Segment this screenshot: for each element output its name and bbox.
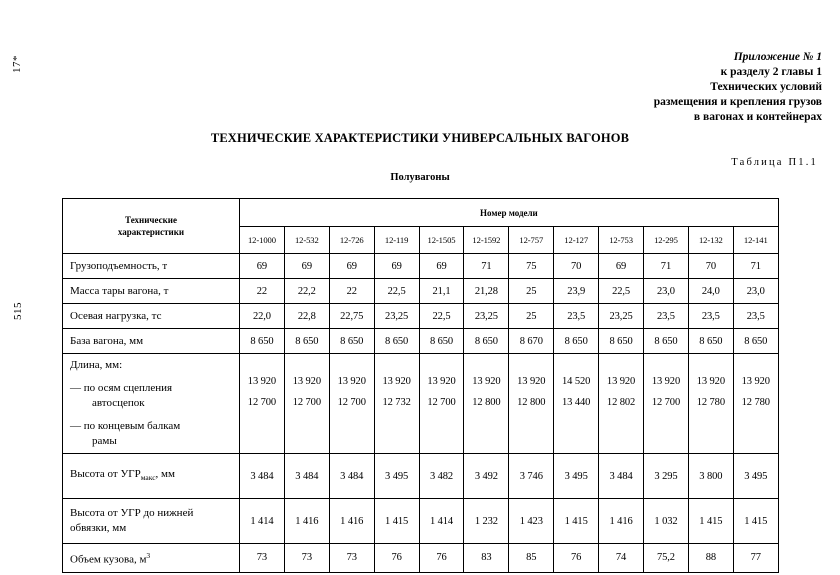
cell-value-beams: 12 780 [741, 397, 770, 408]
table-number-label: Таблица П1.1 [731, 157, 818, 168]
cell-value: 69 [599, 254, 644, 279]
cell-value: 1 415 [554, 499, 599, 544]
cell-value: 74 [599, 544, 644, 573]
reference-line-conditions: Технических условий [710, 81, 822, 93]
reference-line-section: к разделу 2 главы 1 [720, 66, 822, 78]
cell-value: 22,75 [329, 304, 374, 329]
cell-value-length [464, 354, 509, 454]
cell-value: 1 032 [644, 499, 689, 544]
cell-value: 23,5 [688, 304, 733, 329]
cell-value: 69 [284, 254, 329, 279]
cell-value: 69 [240, 254, 285, 279]
table-header-row-group [63, 199, 779, 227]
cell-value: 3 495 [733, 454, 778, 499]
length-heading: Длина, мм: [70, 359, 123, 371]
cell-value-length [733, 354, 778, 454]
cell-value: 88 [688, 544, 733, 573]
cell-value: 75 [509, 254, 554, 279]
cell-value: 22,5 [419, 304, 464, 329]
table-body [63, 254, 779, 573]
cell-value: 1 416 [329, 499, 374, 544]
cell-value: 3 484 [329, 454, 374, 499]
cell-value: 8 650 [554, 329, 599, 354]
cell-value: 69 [329, 254, 374, 279]
cell-value: 1 423 [509, 499, 554, 544]
header-model-4: 12-1505 [419, 227, 464, 254]
row-label: Осевая нагрузка, тс [63, 304, 240, 329]
cell-value: 23,5 [554, 304, 599, 329]
table-row [63, 499, 779, 544]
volume-label-pre: Объем кузова, м [70, 553, 147, 566]
cell-value: 8 650 [644, 329, 689, 354]
height-max-label-pre: Высота от УГР [70, 467, 141, 480]
header-model-11: 12-141 [733, 227, 778, 254]
cell-value-beams: 12 800 [517, 397, 546, 408]
cell-value: 3 495 [554, 454, 599, 499]
cell-value-length [374, 354, 419, 454]
row-label: Масса тары вагона, т [63, 279, 240, 304]
table-row [63, 454, 779, 499]
cell-value-axes: 13 920 [517, 376, 546, 387]
cell-value: 23,25 [464, 304, 509, 329]
cell-value: 21,28 [464, 279, 509, 304]
cell-value: 1 416 [284, 499, 329, 544]
cell-value: 21,1 [419, 279, 464, 304]
cell-value: 8 650 [464, 329, 509, 354]
cell-value: 71 [644, 254, 689, 279]
length-item-axes [70, 381, 236, 411]
height-max-label-sub: макс [140, 473, 156, 483]
appendix-reference-block [492, 50, 822, 125]
spec-table-container [62, 198, 778, 573]
cell-value: 8 650 [284, 329, 329, 354]
cell-value: 3 800 [688, 454, 733, 499]
cell-value: 77 [733, 544, 778, 573]
cell-value: 1 414 [419, 499, 464, 544]
header-model-0: 12-1000 [240, 227, 285, 254]
wagon-spec-table [62, 198, 779, 573]
cell-value: 3 484 [240, 454, 285, 499]
cell-value-length [419, 354, 464, 454]
cell-value: 73 [240, 544, 285, 573]
reference-line-wagons: в вагонах и контейнерах [693, 111, 822, 123]
cell-value-axes: 13 920 [337, 376, 366, 387]
cell-value: 71 [733, 254, 778, 279]
cell-value: 3 482 [419, 454, 464, 499]
cell-value: 75,2 [644, 544, 689, 573]
height-max-label-post: , мм [155, 467, 175, 480]
header-model-2: 12-726 [329, 227, 374, 254]
header-parameters [63, 199, 240, 254]
table-subtitle: Полувагоны [390, 172, 450, 183]
cell-value: 8 670 [509, 329, 554, 354]
length-item-beams-line1: — по концевым балкам [70, 420, 181, 432]
cell-value: 23,5 [733, 304, 778, 329]
cell-value: 22,5 [599, 279, 644, 304]
cell-value: 22,8 [284, 304, 329, 329]
cell-value: 1 415 [374, 499, 419, 544]
cell-value-beams: 12 700 [427, 397, 456, 408]
cell-value: 1 415 [688, 499, 733, 544]
height-lower-label-line2: обвязки, мм [70, 522, 127, 534]
cell-value: 3 495 [374, 454, 419, 499]
cell-value: 23,0 [644, 279, 689, 304]
cell-value: 1 415 [733, 499, 778, 544]
cell-value-length [644, 354, 689, 454]
header-parameters-line1: Технические [125, 215, 177, 225]
cell-value: 22 [329, 279, 374, 304]
cell-value: 23,25 [374, 304, 419, 329]
cell-value-axes: 13 920 [292, 376, 321, 387]
cell-value: 69 [374, 254, 419, 279]
cell-value-axes: 13 920 [741, 376, 770, 387]
cell-value: 73 [329, 544, 374, 573]
cell-value-length [554, 354, 599, 454]
cell-value: 71 [464, 254, 509, 279]
table-row [63, 279, 779, 304]
cell-value-axes: 13 920 [247, 376, 277, 387]
length-item-beams-line2: рамы [92, 435, 117, 447]
cell-value: 1 416 [599, 499, 644, 544]
cell-value-beams: 12 802 [606, 397, 636, 408]
header-model-6: 12-757 [509, 227, 554, 254]
table-row-length [63, 354, 779, 454]
table-row [63, 254, 779, 279]
cell-value-length [284, 354, 329, 454]
cell-value-length [688, 354, 733, 454]
header-model-3: 12-119 [374, 227, 419, 254]
page-title: ТЕХНИЧЕСКИЕ ХАРАКТЕРИСТИКИ УНИВЕРСАЛЬНЫХ ВАГОНОВ [210, 131, 630, 145]
cell-value: 22 [240, 279, 285, 304]
cell-value-beams: 12 732 [382, 397, 411, 408]
cell-value: 73 [284, 544, 329, 573]
row-label-height-lower [63, 499, 240, 544]
cell-value: 70 [688, 254, 733, 279]
cell-value-beams: 12 700 [337, 397, 366, 408]
cell-value: 3 484 [284, 454, 329, 499]
cell-value-axes: 13 920 [651, 376, 681, 387]
cell-value: 22,0 [240, 304, 285, 329]
cell-value-axes: 13 920 [696, 376, 725, 387]
cell-value-beams: 12 700 [247, 397, 277, 408]
cell-value-beams: 12 700 [292, 397, 321, 408]
cell-value-axes: 13 920 [472, 376, 501, 387]
cell-value: 3 746 [509, 454, 554, 499]
header-model-1: 12-532 [284, 227, 329, 254]
row-label-height-max [63, 454, 240, 499]
cell-value: 3 295 [644, 454, 689, 499]
cell-value: 8 650 [329, 329, 374, 354]
row-label: База вагона, мм [63, 329, 240, 354]
cell-value-length [509, 354, 554, 454]
cell-value: 8 650 [688, 329, 733, 354]
cell-value: 8 650 [733, 329, 778, 354]
row-label-length [63, 354, 240, 454]
cell-value-beams: 12 700 [651, 397, 681, 408]
volume-label-sup: 3 [146, 551, 151, 560]
cell-value: 76 [374, 544, 419, 573]
cell-value-length [599, 354, 644, 454]
height-lower-label-line1: Высота от УГР до нижней [70, 507, 194, 519]
table-row [63, 304, 779, 329]
cell-value: 22,5 [374, 279, 419, 304]
margin-marker-page-number: 515 [12, 302, 24, 320]
cell-value: 69 [419, 254, 464, 279]
length-item-axes-line2: автосцепок [92, 397, 145, 409]
cell-value: 85 [509, 544, 554, 573]
cell-value-length [240, 354, 285, 454]
cell-value-beams: 13 440 [562, 397, 591, 408]
cell-value-axes: 14 520 [562, 376, 591, 387]
cell-value: 8 650 [374, 329, 419, 354]
cell-value: 70 [554, 254, 599, 279]
header-parameters-line2: характеристики [117, 227, 185, 237]
cell-value: 8 650 [240, 329, 285, 354]
cell-value-beams: 12 780 [696, 397, 725, 408]
header-model-8: 12-753 [599, 227, 644, 254]
cell-value: 23,0 [733, 279, 778, 304]
cell-value: 25 [509, 304, 554, 329]
header-model-9: 12-295 [644, 227, 689, 254]
length-item-beams [70, 419, 236, 449]
cell-value: 1 414 [240, 499, 285, 544]
header-model-7: 12-127 [554, 227, 599, 254]
table-row [63, 544, 779, 573]
row-label: Грузоподъемность, т [63, 254, 240, 279]
cell-value-beams: 12 800 [472, 397, 501, 408]
cell-value: 24,0 [688, 279, 733, 304]
table-row [63, 329, 779, 354]
table-header [63, 199, 779, 254]
reference-line-appendix: Приложение № 1 [733, 51, 822, 63]
cell-value: 83 [464, 544, 509, 573]
cell-value: 1 232 [464, 499, 509, 544]
cell-value-axes: 13 920 [427, 376, 456, 387]
cell-value: 22,2 [284, 279, 329, 304]
length-item-axes-line1: — по осям сцепления [70, 382, 173, 394]
cell-value-length [329, 354, 374, 454]
cell-value: 76 [419, 544, 464, 573]
cell-value: 23,9 [554, 279, 599, 304]
reference-line-placement: размещения и крепления грузов [653, 96, 822, 108]
margin-marker-top: 17* [11, 55, 23, 73]
cell-value: 3 492 [464, 454, 509, 499]
row-label-volume [63, 544, 240, 573]
header-model-10: 12-132 [688, 227, 733, 254]
cell-value: 23,25 [599, 304, 644, 329]
cell-value: 23,5 [644, 304, 689, 329]
header-model-group: Номер модели [240, 199, 779, 227]
cell-value: 76 [554, 544, 599, 573]
cell-value-axes: 13 920 [606, 376, 636, 387]
cell-value: 8 650 [599, 329, 644, 354]
cell-value: 3 484 [599, 454, 644, 499]
cell-value: 8 650 [419, 329, 464, 354]
header-model-5: 12-1592 [464, 227, 509, 254]
cell-value-axes: 13 920 [382, 376, 411, 387]
cell-value: 25 [509, 279, 554, 304]
